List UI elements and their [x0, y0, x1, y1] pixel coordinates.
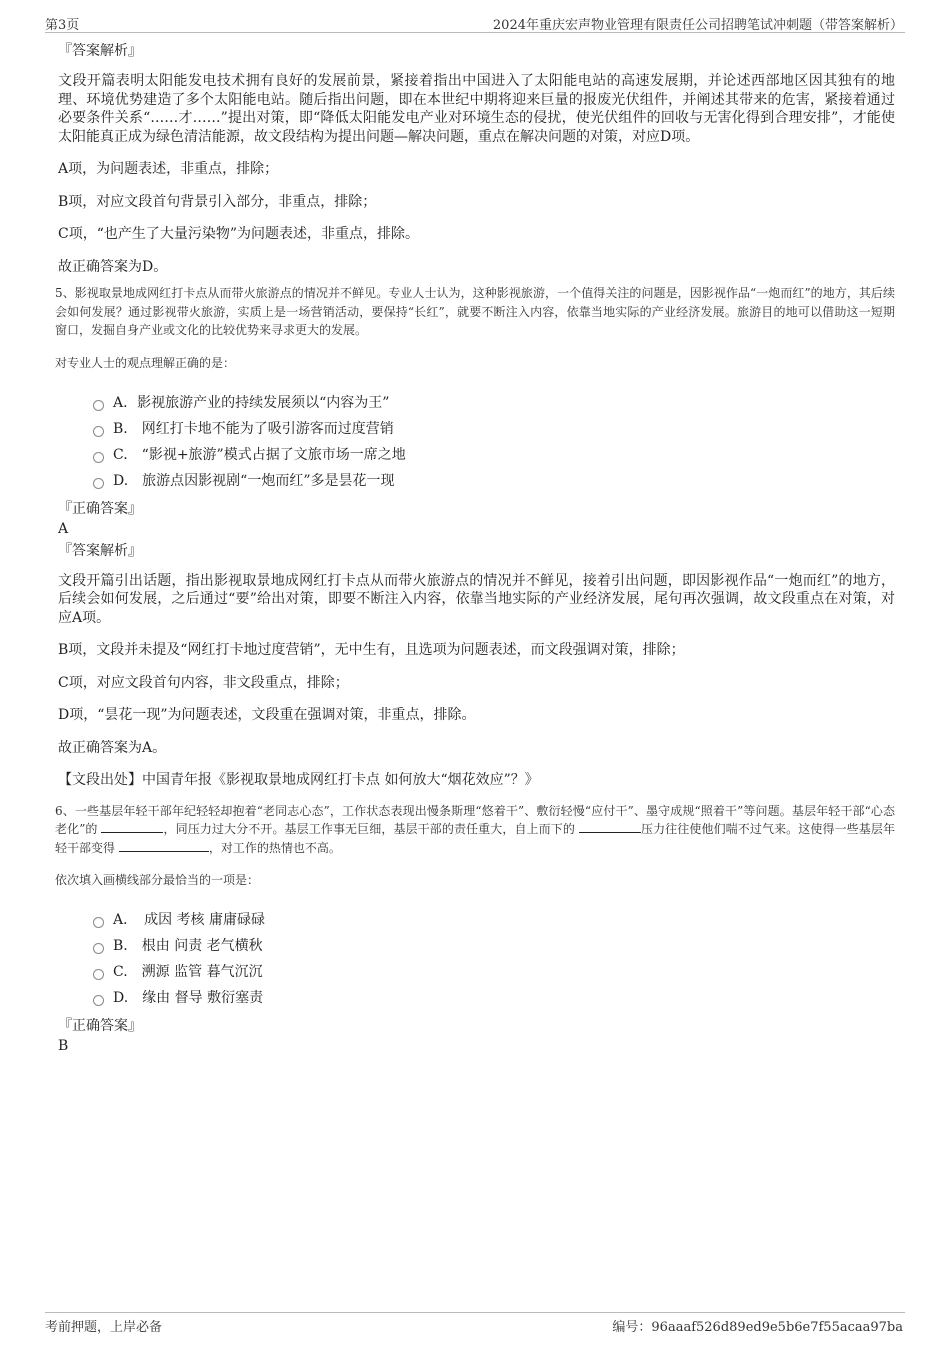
stem-text: 压力往往使他们喘不过气来。这使得一些基层年轻干部变得 — [55, 822, 895, 855]
correct-answer-tag: 『正确答案』 — [58, 500, 142, 517]
document-title: 2024年重庆宏声物业管理有限责任公司招聘笔试冲刺题（带答案解析） — [492, 18, 903, 33]
option-label: D. 缘由 督导 敷衍塞责 — [113, 990, 264, 1006]
document-body — [55, 42, 895, 1059]
analysis-option-b: B项，文段并未提及“网红打卡地过度营销”，无中生有，且选项为问题表述，而文段强调对策，排除； — [58, 642, 685, 658]
question-prompt: 依次填入画横线部分最恰当的一项是： — [55, 873, 260, 887]
option-label: B. 网红打卡地不能为了吸引游客而过度营销 — [113, 420, 394, 437]
option-label: B. 根由 问责 老气横秋 — [113, 938, 263, 954]
question-6 — [55, 802, 895, 1056]
question-stem: 5、影视取景地成网红打卡点从而带火旅游点的情况并不鲜见。专业人士认为，这种影视旅游，一个值得关注的问题是，因影视作品“一炮而红”的地方，其后续会如何发展？通过影视带火旅游，实质上是一场营销活动，要保持“长红”，就要不断注入内容，依靠当地实际的产业经济发展。旅游目的地可以借助这一短期窗口，发掘自身产业或文化的比较优势来寻求更大的发展。 — [55, 286, 895, 337]
option-c[interactable] — [93, 442, 895, 468]
analysis-option-a: A项，为问题表述，非重点，排除； — [58, 161, 279, 177]
analysis-tag: 『答案解析』 — [58, 542, 142, 559]
question-stem — [55, 802, 895, 858]
option-b[interactable] — [93, 933, 895, 959]
radio-button[interactable] — [93, 917, 104, 928]
fill-blank-1 — [101, 820, 163, 833]
radio-button[interactable] — [93, 426, 104, 437]
option-label: A．影视旅游产业的持续发展须以“内容为王” — [113, 394, 390, 411]
correct-answer: B — [58, 1038, 69, 1054]
option-d[interactable] — [93, 468, 895, 494]
document-id: 编号：96aaaf526d89ed9e5b6e7f55acaa97ba — [612, 1320, 903, 1335]
option-label: C. 溯源 监管 暮气沉沉 — [113, 964, 263, 980]
analysis-conclusion: 故正确答案为A。 — [58, 739, 167, 756]
stem-text: 6、一些基层年轻干部年纪轻轻却抱着“老同志心态”，工作状态表现出慢条斯理“悠着干”、敷衍轻慢“应付干”、墨守成规“照着干”等问题。基层年轻干部“心态老化”的 — [55, 803, 895, 836]
option-b[interactable] — [93, 416, 895, 442]
radio-button[interactable] — [93, 995, 104, 1006]
analysis-conclusion: 故正确答案为D。 — [58, 258, 168, 275]
option-d[interactable] — [93, 985, 895, 1011]
correct-answer-tag: 『正确答案』 — [58, 1018, 142, 1034]
option-label: A． 成因 考核 庸庸碌碌 — [113, 912, 266, 928]
source-note: 【文段出处】中国青年报《影视取景地成网红打卡点 如何放大“烟花效应”？》 — [58, 772, 539, 788]
option-a[interactable] — [93, 907, 895, 933]
option-label: C. “影视+旅游”模式占据了文旅市场一席之地 — [113, 446, 406, 463]
analysis-text: 文段开篇表明太阳能发电技术拥有良好的发展前景，紧接着指出中国进入了太阳能电站的高速发展期，并论述西部地区因其独有的地理、环境优势建造了多个太阳能电站。随后指出问题，即在本世纪中期将迎来巨量的报废光伏组件，并阐述其带来的危害，紧接着通过必要条件关系“……才……”提出对策，即“降低太阳能发电产业对环境生态的侵扰，使光伏组件的回收与无害化得到合理安排”，才能使太阳能真正成为绿色清洁能源，故文段结构为提出问题—解决问题，重点在解决问题的对策，对应D项。 — [58, 73, 895, 145]
previous-question-analysis — [55, 42, 895, 276]
correct-answer: A — [58, 520, 69, 537]
analysis-text: 文段开篇引出话题，指出影视取景地成网红打卡点从而带火旅游点的情况并不鲜见，接着引出问题，即因影视作品“一炮而红”的地方，后续会如何发展，之后通过“要”给出对策，即要不断注入内容，依靠当地实际的产业经济发展，尾句再次强调，故文段重点在对策，对应A项。 — [58, 572, 895, 626]
question-5 — [55, 284, 895, 790]
analysis-option-c: C项，对应文段首句内容，非文段重点，排除； — [58, 674, 349, 691]
footer-slogan: 考前押题，上岸必备 — [45, 1320, 163, 1335]
analysis-tag: 『答案解析』 — [58, 43, 142, 59]
option-label: D. 旅游点因影视剧“一炮而红”多是昙花一现 — [113, 472, 395, 489]
radio-button[interactable] — [93, 969, 104, 980]
analysis-option-c: C项，“也产生了大量污染物”为问题表述，非重点，排除。 — [58, 226, 420, 242]
fill-blank-3 — [119, 839, 209, 852]
page-header — [45, 12, 905, 33]
question-prompt: 对专业人士的观点理解正确的是： — [55, 355, 236, 370]
analysis-option-b: B项，对应文段首句背景引入部分，非重点，排除； — [58, 193, 377, 210]
fill-blank-2 — [579, 820, 641, 833]
page-footer — [45, 1312, 905, 1335]
option-c[interactable] — [93, 959, 895, 985]
analysis-option-d: D项，“昙花一现”为问题表述，文段重在强调对策，非重点，排除。 — [58, 707, 476, 723]
radio-button[interactable] — [93, 943, 104, 954]
radio-button[interactable] — [93, 452, 104, 463]
radio-button[interactable] — [93, 478, 104, 489]
option-list — [93, 907, 895, 1011]
radio-button[interactable] — [93, 400, 104, 411]
stem-text: ，同压力过大分不开。基层工作事无巨细，基层干部的责任重大，自上而下的 — [163, 822, 579, 836]
stem-text: ，对工作的热情也不高。 — [208, 840, 341, 855]
page-number: 第3页 — [45, 18, 80, 33]
option-list — [93, 390, 895, 494]
option-a[interactable] — [93, 390, 895, 416]
